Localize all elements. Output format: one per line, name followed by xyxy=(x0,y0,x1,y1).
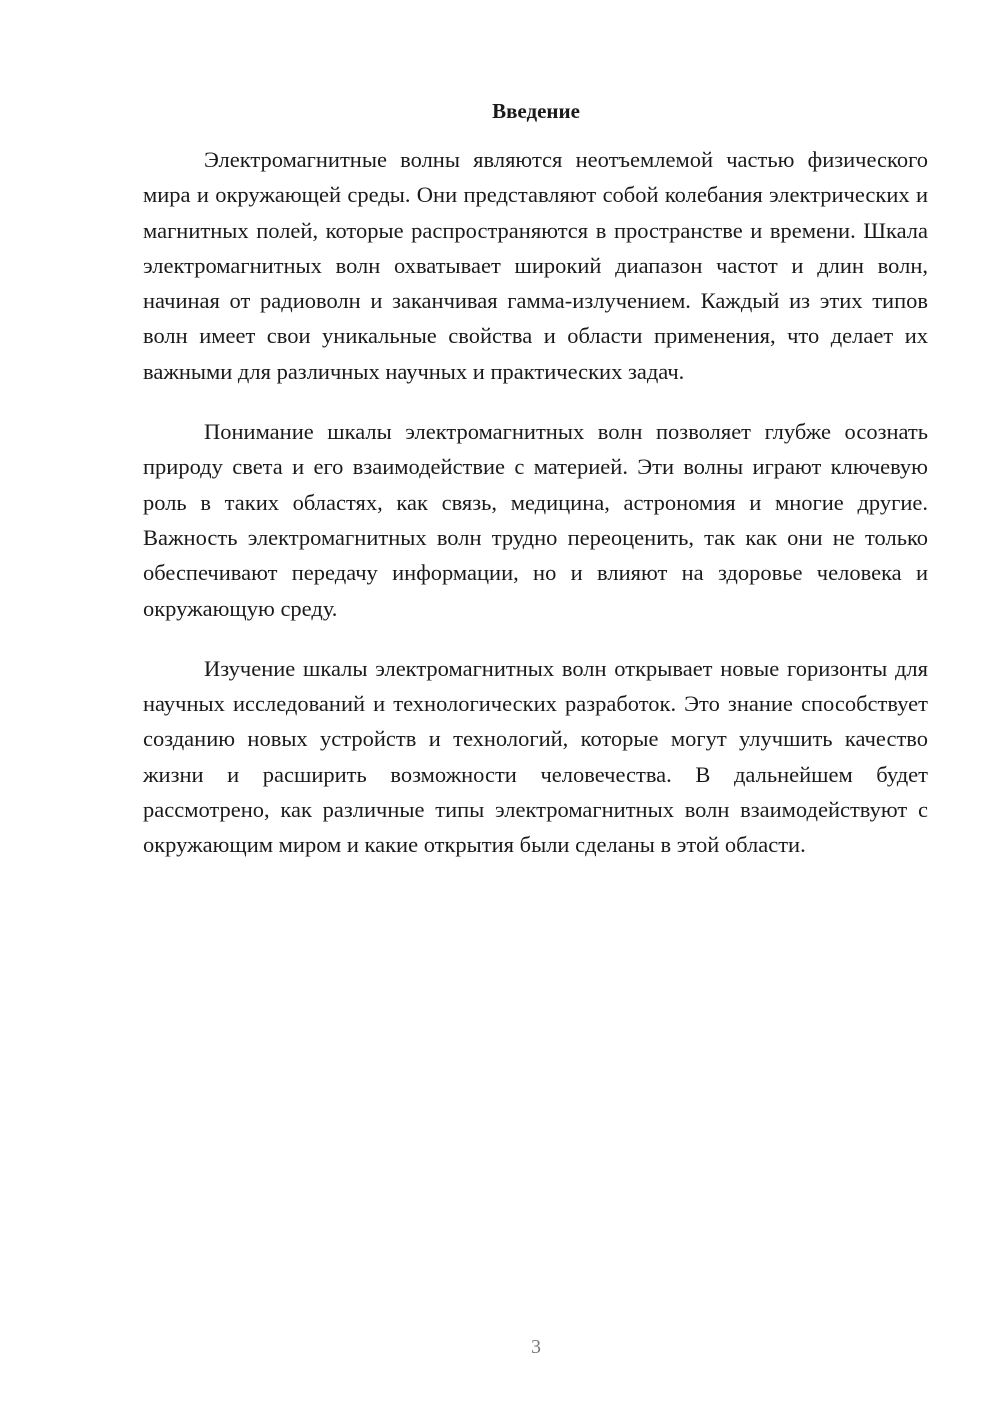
paragraph-2: Понимание шкалы электромагнитных волн позволяет глубже осознать природу света и его взаимодействие с материей. Эти волны играют ключевую роль в таких областях, как связь, медицина, астрономия и многие другие. Важность электромагнитных волн трудно переоценить, так как они не только обеспечивают передачу информации, но и влияют на здоровье человека и окружающую среду. xyxy=(143,419,928,621)
page-number: 3 xyxy=(531,1336,541,1358)
paragraph-3: Изучение шкалы электромагнитных волн открывает новые горизонты для научных исследований и технологических разработок. Это знание способствует созданию новых устройств и технологий, которые могут улучшить качество жизни и расширить возможности человечества. В дальнейшем будет рассмотрено, как различные типы электромагнитных волн взаимодействуют с окружающим миром и какие открытия были сделаны в этой области. xyxy=(143,655,928,858)
paragraph-1: Электромагнитные волны являются неотъемлемой частью физического мира и окружающей среды. Они представляют собой колебания электрических и магнитных полей, которые распространяются в пространстве и времени. Шкала электромагнитных волн охватывает широкий диапазон частот и длин волн, начиная от радиоволн и заканчивая гамма-излучением. Каждый из этих типов волн имеет свои уникальные свойства и области применения, что делает их важными для различных научных и практических задач. xyxy=(143,147,928,384)
section-title: Введение xyxy=(492,99,580,123)
body-text xyxy=(143,142,928,888)
